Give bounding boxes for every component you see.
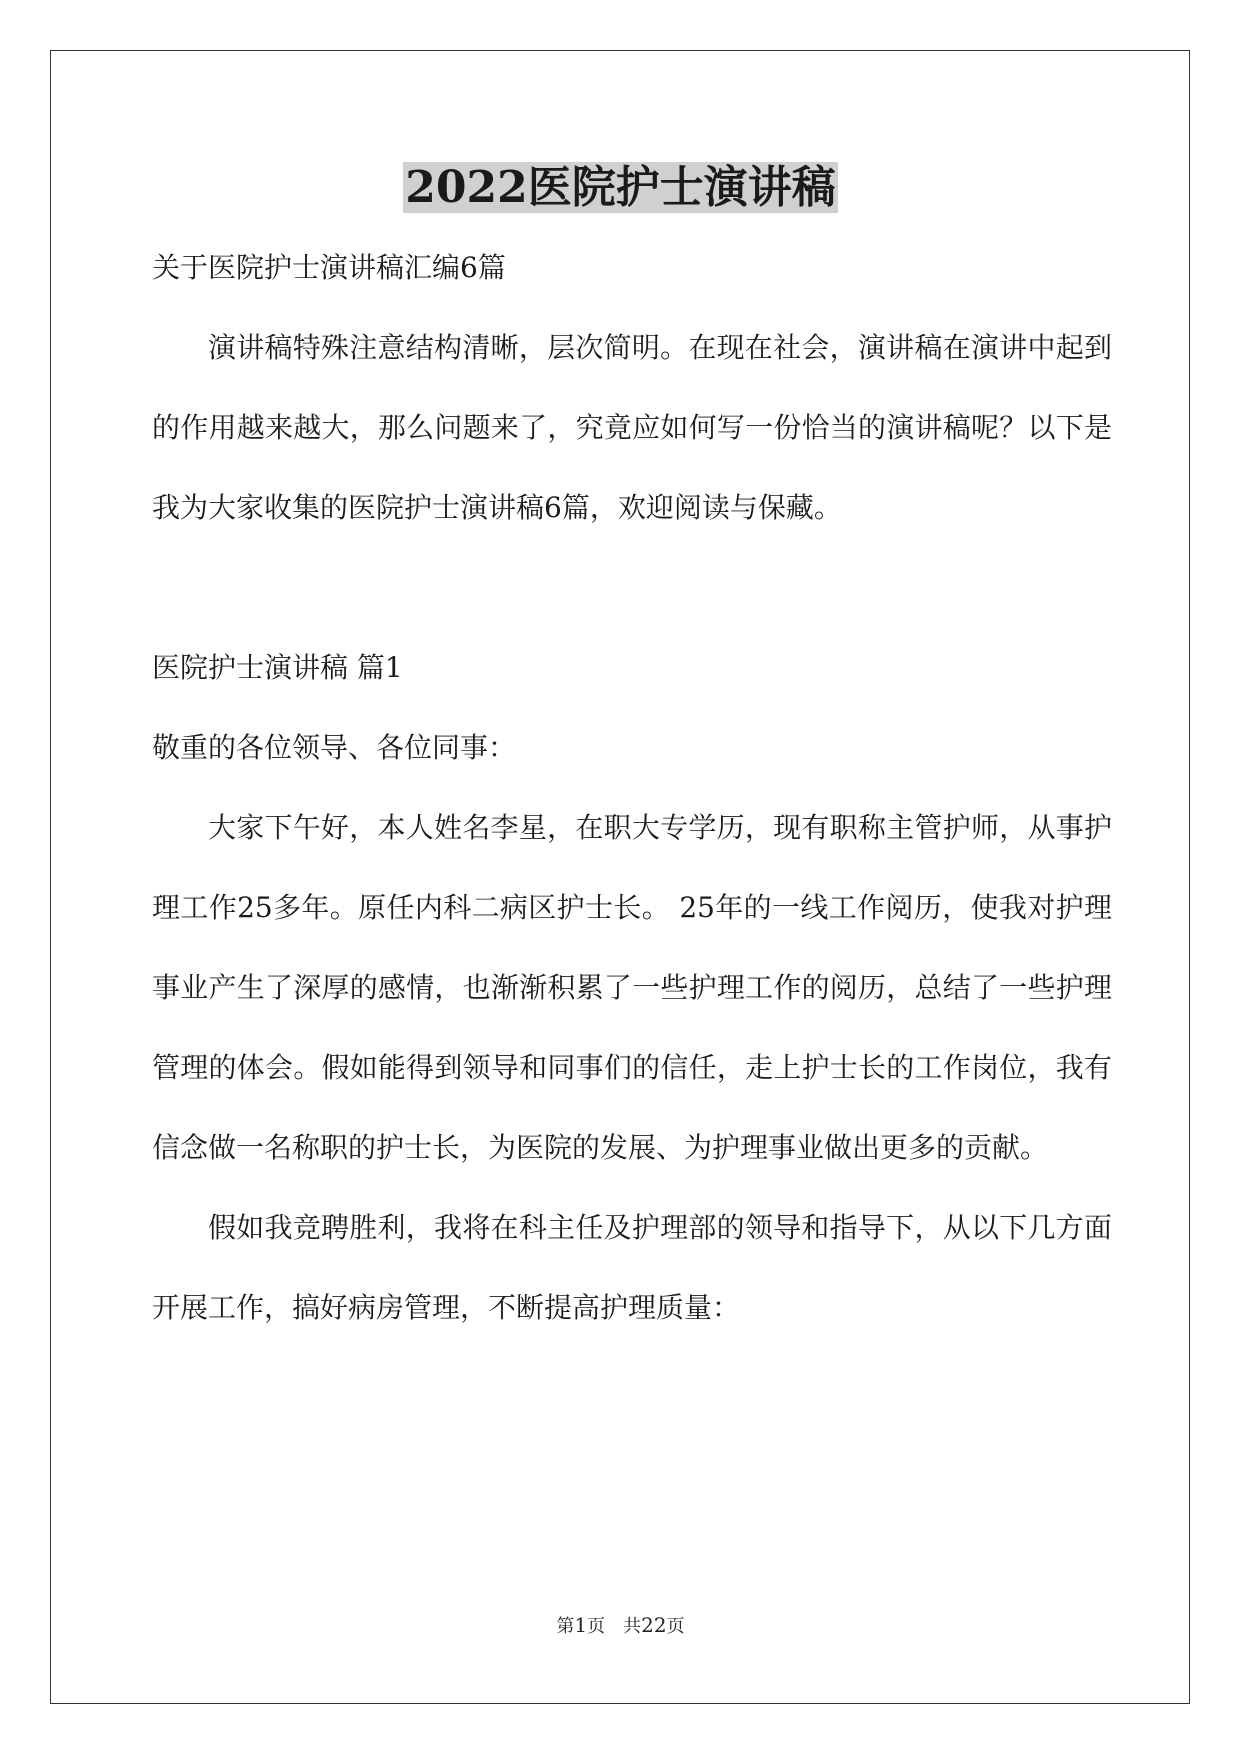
body-paragraph-2: 假如我竞聘胜利，我将在科主任及护理部的领导和指导下，从以下几方面开展工作，搞好病房管理，不断提高护理质量： <box>152 1211 1112 1324</box>
salutation: 敬重的各位领导、各位同事： <box>152 731 517 764</box>
document-title-text: 2022医院护士演讲稿 <box>405 162 836 213</box>
page-mid: 页 共 <box>587 1616 642 1637</box>
document-title <box>0 160 1241 216</box>
document-body <box>152 228 1112 1348</box>
section-heading: 医院护士演讲稿 篇1 <box>152 651 403 684</box>
intro-paragraph: 演讲稿特殊注意结构清晰，层次简明。在现在社会，演讲稿在演讲中起到的作用越来越大，那么问题来了，究竟应如何写一份恰当的演讲稿呢？以下是我为大家收集的医院护士演讲稿6篇，欢迎阅读与保藏。 <box>152 331 1112 524</box>
spacer <box>152 548 1112 628</box>
document-subtitle: 关于医院护士演讲稿汇编6篇 <box>152 251 506 284</box>
page-total: 22 <box>641 1613 667 1637</box>
page-suffix: 页 <box>666 1616 685 1637</box>
page-footer <box>0 1612 1241 1638</box>
page-current: 1 <box>574 1613 588 1637</box>
page-prefix: 第 <box>556 1616 575 1637</box>
body-paragraph-1: 大家下午好，本人姓名李星，在职大专学历，现有职称主管护师，从事护理工作25多年。原任内科二病区护士长。 25年的一线工作阅历，使我对护理事业产生了深厚的感情，也渐渐积累了一些护理工作的阅历，总结了一些护理管理的体会。假如能得到领导和同事们的信任，走上护士长的工作岗位，我有信念做一名称职的护士长，为医院的发展、为护理事业做出更多的贡献。 <box>152 811 1112 1164</box>
